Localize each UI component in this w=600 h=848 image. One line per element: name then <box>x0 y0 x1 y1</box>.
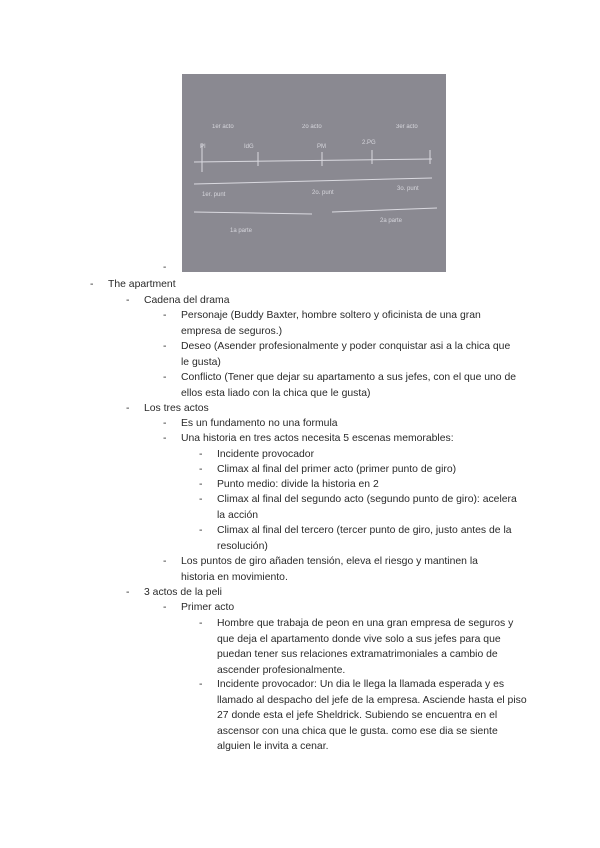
sketch-label: 1er. punt <box>202 192 226 198</box>
bullet-dash: - <box>163 418 167 429</box>
sketch-label: 3o. punt <box>397 186 419 192</box>
list-item-text: Una historia en tres actos necesita 5 escenas memorables: <box>181 433 454 444</box>
sub-item-text: Punto medio: divide la historia en 2 <box>217 479 379 490</box>
bullet-dash: - <box>163 341 167 352</box>
sub-item-text: Climax al final del tercero (tercer punto de giro, justo antes de la resolución) <box>217 525 512 552</box>
list-item <box>163 600 521 616</box>
bullet-dash: - <box>126 403 130 414</box>
bullet-dash: - <box>199 525 203 536</box>
bullet-dash: - <box>199 464 203 475</box>
list-item-text: Es un fundamento no una formula <box>181 418 338 429</box>
bullet-dash: - <box>126 587 130 598</box>
sub-item-text: Incidente provocador <box>217 449 315 460</box>
sub-item-text: Climax al final del primer acto (primer punto de giro) <box>217 464 457 475</box>
section-3-actos <box>126 585 544 601</box>
sub-item <box>199 447 527 463</box>
photo-bullet-dash: - <box>163 262 167 273</box>
list-item <box>163 308 511 339</box>
section-cadena <box>126 293 544 309</box>
bullet-dash: - <box>163 372 167 383</box>
bullet-dash: - <box>199 449 203 460</box>
list-item-text: Los puntos de giro añaden tensión, eleva el riesgo y mantinen la historia en movimiento. <box>181 556 478 583</box>
list-item-text: Deseo (Asender profesionalmente y poder conquistar asi a la chica que le gusta) <box>181 341 511 368</box>
bullet-dash: - <box>199 618 203 629</box>
bullet-dash: - <box>126 295 130 306</box>
sketch-label: 1er acto <box>212 124 234 130</box>
bullet-dash: - <box>163 602 167 613</box>
sub-item-text: Climax al final del segundo acto (segundo punto de giro): acelera la acción <box>217 494 517 521</box>
sub-item <box>199 616 527 678</box>
sub-item <box>199 492 517 523</box>
sketch-label: IdG <box>244 144 254 150</box>
sketch-label: 2o. punt <box>312 190 334 196</box>
bullet-dash: - <box>163 556 167 567</box>
sketch-drawing <box>182 74 446 272</box>
section-label: Cadena del drama <box>144 295 230 306</box>
list-item-text: Conflicto (Tener que dejar su apartamento a sus jefes, con el que uno de ellos esta liado con la chica que le gusta) <box>181 372 517 399</box>
sub-item <box>199 677 527 755</box>
sub-item <box>199 477 527 493</box>
bullet-dash: - <box>90 279 94 290</box>
sub-item-text: Hombre que trabaja de peon en una gran empresa de seguros y que deja el apartamento donde vive solo a sus jefes para que puedan tener sus relaciones extramatrimoniales a cambio de ascender profesionalmente. <box>217 618 514 676</box>
bullet-dash: - <box>199 494 203 505</box>
section-tres-actos <box>126 401 544 417</box>
list-item <box>163 431 541 447</box>
list-item <box>163 416 521 432</box>
sketch-label: PI <box>200 144 206 150</box>
bullet-dash: - <box>199 479 203 490</box>
sub-item <box>199 462 527 478</box>
bullet-dash: - <box>163 433 167 444</box>
list-item <box>163 554 511 585</box>
bullet-dash: - <box>199 679 203 690</box>
sketch-label: 2a parte <box>380 218 403 224</box>
section-label: 3 actos de la peli <box>144 587 222 598</box>
sketch-label: 3er acto <box>396 124 418 130</box>
sketch-label: 2.PG <box>362 140 376 146</box>
sketch-label: 1a parte <box>230 228 253 234</box>
sketch-label: 2o acto <box>302 124 322 130</box>
list-item <box>163 370 517 401</box>
sub-item-text: Incidente provocador: Un dia le llega la llamada esperada y es llamado al despacho del jefe de la empresa. Asciende hasta el piso 27 donde esta el jefe Sheldrick. Subiendo se encuentra en el ascensor con una chica que le gusta. como ese dia se siente alguien le invita a cenar. <box>217 679 527 753</box>
list-item-text: Personaje (Buddy Baxter, hombre soltero y oficinista de una gran empresa de seguros.) <box>181 310 481 337</box>
photo-paper <box>182 74 446 272</box>
sketch-label: PM <box>317 144 326 150</box>
bullet-dash: - <box>163 310 167 321</box>
section-label: Los tres actos <box>144 403 209 414</box>
outline-title <box>90 277 548 293</box>
outline-title-text: The apartment <box>108 279 176 290</box>
list-item-text: Primer acto <box>181 602 235 613</box>
handwritten-sketch-photo <box>182 74 446 272</box>
list-item <box>163 339 517 370</box>
sub-item <box>199 523 525 554</box>
